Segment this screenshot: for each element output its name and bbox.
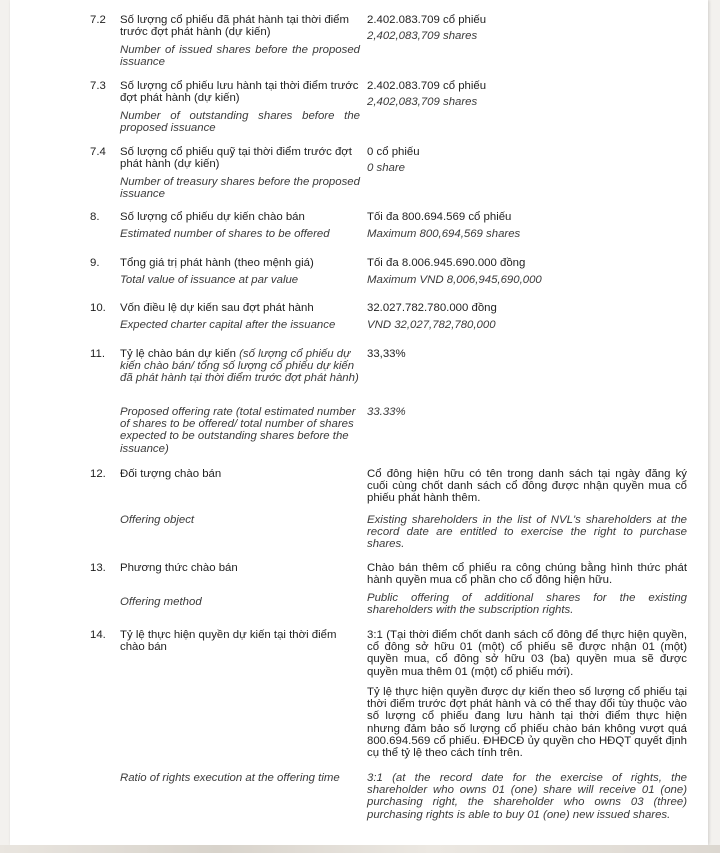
field-value-en: 2,402,083,709 shares (367, 96, 478, 108)
field-label-en: Number of issued shares before the proposed issuance (120, 44, 360, 69)
field-value-en: 2,402,083,709 shares (367, 30, 478, 42)
field-label-vi (120, 348, 360, 385)
field-value-en: VND 32,027,782,780,000 (367, 319, 496, 331)
field-label-vi: Số lượng cổ phiếu lưu hành tại thời điểm trước đợt phát hành (dự kiến) (120, 80, 359, 105)
field-value-en: Maximum 800,694,569 shares (367, 228, 521, 240)
field-label-vi: Vốn điều lệ dự kiến sau đợt phát hành (120, 302, 314, 314)
field-label-en: Ratio of rights execution at the offering time (120, 772, 340, 784)
field-label-en: Number of treasury shares before the proposed issuance (120, 176, 360, 201)
field-value-vi: 32.027.782.780.000 đồng (367, 302, 497, 314)
field-value-en: 33.33% (367, 406, 406, 418)
field-label-en: Total value of issuance at par value (120, 274, 299, 286)
field-label-vi-note: (số lượng cổ phiếu dự kiến chào bán/ tổng số lượng cổ phiếu dự kiến đã phát hành tại thời điểm trước đợt phát hành) (120, 348, 359, 385)
field-label-vi: Số lượng cổ phiếu quỹ tại thời điểm trước đợt phát hành (dự kiến) (120, 146, 352, 171)
item-number: 7.2 (90, 14, 106, 26)
item-number: 10. (90, 302, 106, 314)
field-label-en: Offering object (120, 514, 195, 526)
field-label-en: Proposed offering rate (total estimated number of shares to be offered/ total number of shares expected to be outstanding shares before the issuance) (120, 406, 356, 455)
field-value-vi: 2.402.083.709 cổ phiếu (367, 14, 487, 26)
field-label-en: Estimated number of shares to be offered (120, 228, 330, 240)
item-number: 12. (90, 468, 106, 480)
field-label-vi: Số lượng cổ phiếu đã phát hành tại thời điểm trước đợt phát hành (dự kiến) (120, 14, 350, 39)
item-number: 14. (90, 629, 106, 641)
field-label-vi: Phương thức chào bán (120, 562, 238, 574)
field-value-vi: 2.402.083.709 cổ phiếu (367, 80, 487, 92)
field-label-vi: Số lượng cổ phiếu dự kiến chào bán (120, 211, 305, 223)
field-value-vi: Tối đa 8.006.945.690.000 đồng (367, 257, 526, 269)
field-label-en: Number of outstanding shares before the proposed issuance (120, 110, 360, 135)
item-number: 7.3 (90, 80, 106, 92)
item-number: 7.4 (90, 146, 106, 158)
field-value-vi: Cổ đông hiện hữu có tên trong danh sách tại ngày đăng ký cuối cùng chốt danh sách cổ đông được nhận quyền mua cổ phiếu phát hành thêm. (367, 468, 687, 505)
field-label-vi: Đối tượng chào bán (120, 468, 222, 480)
item-number: 8. (90, 211, 100, 223)
field-label-vi-main: Tỷ lệ chào bán dự kiến (120, 348, 236, 360)
field-value-vi: Tối đa 800.694.569 cổ phiếu (367, 211, 512, 223)
field-value-en: 0 share (367, 162, 405, 174)
field-value-en: Maximum VND 8,006,945,690,000 (367, 274, 542, 286)
document-page (10, 0, 708, 845)
field-value-vi: 33,33% (367, 348, 406, 360)
field-value-en: Existing shareholders in the list of NVL's shareholders at the record date are entitled to exercise the right to purchase shares. (367, 514, 687, 551)
field-label-en: Expected charter capital after the issuance (120, 319, 336, 331)
field-value-en: 3:1 (at the record date for the exercise of rights, the shareholder who owns 01 (one) share will receive 01 (one) purchasing right, the shareholder who owns 03 (three) purchasing rights is able to buy 01 (one) new issued shares. (367, 772, 687, 821)
field-value-vi: 3:1 (Tại thời điểm chốt danh sách cổ đông để thực hiện quyền, cổ đông sở hữu 01 (một) cổ phiếu sẽ được nhận 01 (một) quyền mua, cổ đông sở hữu 03 (ba) quyền mua sẽ được quyền mua thêm 01 (một) cổ phiếu mới). (367, 629, 687, 678)
field-label-vi: Tỷ lệ thực hiện quyền dự kiến tại thời điểm chào bán (120, 629, 337, 654)
field-label-vi: Tổng giá trị phát hành (theo mệnh giá) (120, 257, 314, 269)
field-value-en: Public offering of additional shares for the existing shareholders with the subscription rights. (367, 592, 687, 617)
item-number: 11. (90, 348, 105, 360)
item-number: 9. (90, 257, 100, 269)
item-number: 13. (90, 562, 106, 574)
field-label-en: Offering method (120, 596, 202, 608)
field-value-vi-2: Tỷ lệ thực hiện quyền được dự kiến theo số lượng cổ phiếu tại thời điểm trước đợt phát hành và có thể thay đổi tùy thuộc vào số lượng cổ phiếu đang lưu hành tại thời điểm thực hiện nhưng đảm bảo số lượng cổ phiếu chào bán không vượt quá 800.694.569 cổ phiếu. ĐHĐCĐ ủy quyền cho HĐQT quyết định cụ thể tỷ lệ theo cách tính trên. (367, 686, 687, 760)
field-value-vi: 0 cổ phiếu (367, 146, 420, 158)
field-value-vi: Chào bán thêm cổ phiếu ra công chúng bằng hình thức phát hành quyền mua cổ phần cho cổ đông hiện hữu. (367, 562, 687, 587)
scan-bottom-edge (0, 845, 720, 853)
